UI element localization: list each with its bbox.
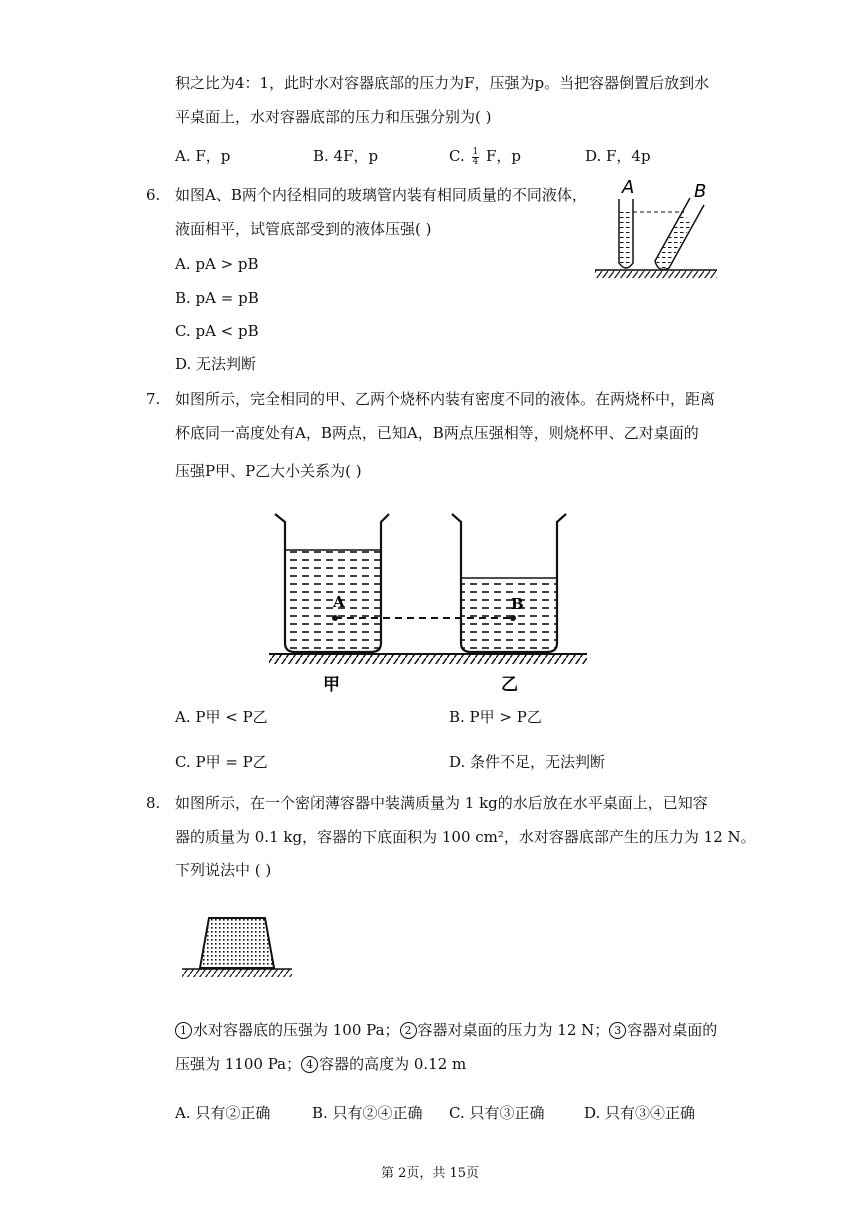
q6-option-b: B. pA = pB <box>175 289 259 307</box>
q5-option-c-fraction: $\frac{1}{4}$ <box>472 146 479 167</box>
q7-number: 7. <box>146 390 161 408</box>
page-footer: 第 2页，共 15页 <box>380 1166 480 1181</box>
q5-option-b: B. 4F，p <box>313 147 379 165</box>
q5-option-d: D. F，4p <box>585 147 651 165</box>
circle-2-icon: 2 <box>400 1022 417 1039</box>
q8-statement-4: 容器的高度为 0.12 m <box>319 1055 467 1073</box>
q8-line1: 如图所示，在一个密闭薄容器中装满质量为 1 kg的水后放在水平桌面上，已知容 <box>175 794 708 812</box>
q5-option-c-label: C. <box>449 147 465 165</box>
q6-line2: 液面相平，试管底部受到的液体压强( ) <box>175 220 432 238</box>
q6-label-a: A <box>622 177 635 198</box>
q7-option-b: B. P甲 > P乙 <box>449 708 542 726</box>
q8-option-d: D. 只有③④正确 <box>584 1104 696 1122</box>
q7-label-jia: 甲 <box>323 675 340 695</box>
q6-number: 6. <box>146 186 161 204</box>
circle-3-icon: 3 <box>609 1022 626 1039</box>
q8-statement-2: 容器对桌面的压力为 12 N； <box>417 1021 610 1039</box>
q8-statements-line2 <box>175 1054 466 1074</box>
q5-line2: 平桌面上，水对容器底部的压力和压强分别为( ) <box>175 108 492 126</box>
q7-label-yi: 乙 <box>501 675 518 695</box>
circle-4-icon: 4 <box>301 1056 318 1073</box>
q7-line3: 压强P甲、P乙大小关系为( ) <box>175 462 362 480</box>
q7-option-d: D. 条件不足，无法判断 <box>449 753 606 771</box>
q8-option-c: C. 只有③正确 <box>449 1104 545 1122</box>
q5-option-c <box>449 146 521 167</box>
q6-option-d: D. 无法判断 <box>175 355 257 373</box>
q8-line2: 器的质量为 0.1 kg，容器的下底面积为 100 cm²，水对容器底部产生的压力为 12 N。 <box>175 828 756 846</box>
q6-option-a: A. pA > pB <box>175 255 259 273</box>
q7-point-b-label: B <box>511 595 524 613</box>
q6-test-tubes-figure <box>590 175 720 285</box>
q7-beakers-figure <box>265 508 590 698</box>
circle-1-icon: 1 <box>175 1022 192 1039</box>
q6-option-c: C. pA < pB <box>175 322 259 340</box>
q6-label-b: B <box>694 181 707 202</box>
q5-option-c-rest: F，p <box>486 147 522 165</box>
q8-statements-line1 <box>175 1020 717 1040</box>
q8-statement-3: 容器对桌面的 <box>627 1021 718 1039</box>
q5-option-a: A. F，p <box>175 147 231 165</box>
q8-option-b: B. 只有②④正确 <box>312 1104 423 1122</box>
q7-option-a: A. P甲 < P乙 <box>175 708 268 726</box>
q7-line1: 如图所示，完全相同的甲、乙两个烧杯内装有密度不同的液体。在两烧杯中，距离 <box>175 390 716 408</box>
q8-statement-3-cont: 压强为 1100 Pa； <box>175 1055 302 1073</box>
q8-line3: 下列说法中 ( ) <box>175 861 272 879</box>
q8-statement-1: 水对容器底的压强为 100 Pa； <box>193 1021 400 1039</box>
q7-option-c: C. P甲 = P乙 <box>175 753 268 771</box>
q6-line1: 如图A、B两个内径相同的玻璃管内装有相同质量的不同液体， <box>175 186 587 204</box>
q8-option-a: A. 只有②正确 <box>175 1104 271 1122</box>
q8-number: 8. <box>146 794 161 812</box>
q8-container-figure <box>178 910 298 982</box>
q7-point-a-label: A <box>333 593 345 611</box>
q7-line2: 杯底同一高度处有A，B两点，已知A，B两点压强相等，则烧杯甲、乙对桌面的 <box>175 424 699 442</box>
q5-line1: 积之比为4：1，此时水对容器底部的压力为F，压强为p。当把容器倒置后放到水 <box>175 74 710 92</box>
